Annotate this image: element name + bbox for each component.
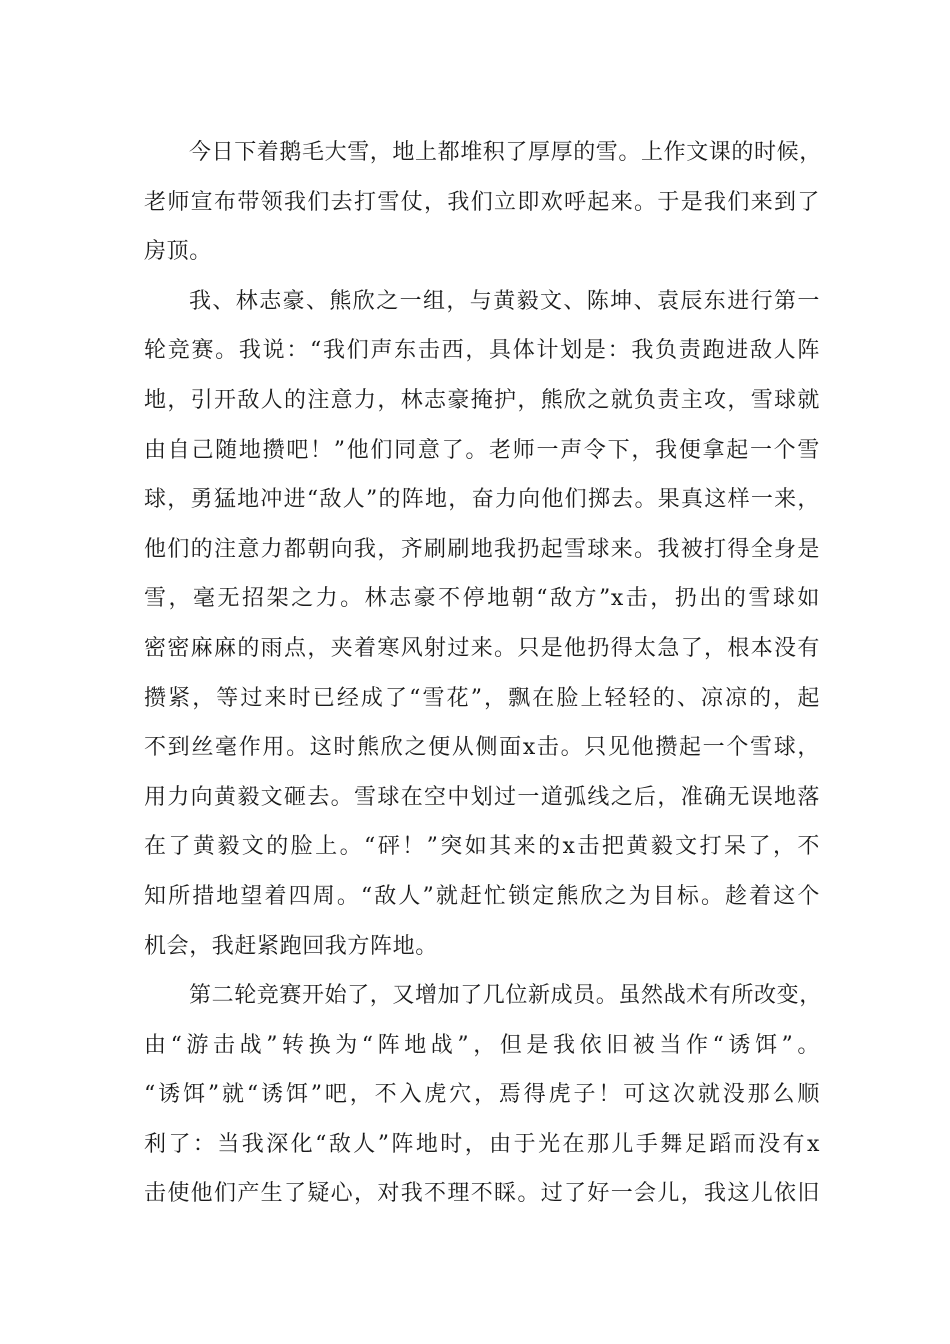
paragraph-line: 知所措地望着四周。“敌人”就赶忙锁定熊欣之为目标。趁着这个 — [144, 883, 820, 909]
paragraph-line: 球，勇猛地冲进“敌人”的阵地，奋力向他们掷去。果真这样一来， — [144, 487, 820, 513]
paragraph-line: 不到丝毫作用。这时熊欣之便从侧面x击。只见他攒起一个雪球， — [144, 735, 820, 761]
paragraph-line: 用力向黄毅文砸去。雪球在空中划过一道弧线之后，准确无误地落 — [144, 784, 820, 810]
document-body — [144, 128, 820, 1219]
paragraph-line: 他们的注意力都朝向我，齐刷刷地我扔起雪球来。我被打得全身是 — [144, 536, 820, 562]
paragraph-line: 房顶。 — [144, 239, 212, 265]
paragraph-line: 击使他们产生了疑心，对我不理不睬。过了好一会儿，我这儿依旧 — [144, 1181, 820, 1207]
paragraph-line: 第二轮竞赛开始了，又增加了几位新成员。虽然战术有所改变， — [189, 983, 822, 1009]
paragraph-line: 利了：当我深化“敌人”阵地时，由于光在那儿手舞足蹈而没有x — [144, 1131, 820, 1157]
paragraph-line: 攒紧，等过来时已经成了“雪花”，飘在脸上轻轻的、凉凉的，起 — [144, 685, 820, 711]
paragraph-line: 密密麻麻的雨点，夹着寒风射过来。只是他扔得太急了，根本没有 — [144, 635, 820, 661]
paragraph-line: 地，引开敌人的注意力，林志豪掩护，熊欣之就负责主攻，雪球就 — [144, 387, 820, 413]
paragraph-line: 由自己随地攒吧！”他们同意了。老师一声令下，我便拿起一个雪 — [144, 437, 820, 463]
paragraph-line: 在了黄毅文的脸上。“砰！”突如其来的x击把黄毅文打呆了，不 — [144, 834, 820, 860]
paragraph-line: 机会，我赶紧跑回我方阵地。 — [144, 933, 438, 959]
paragraph-line: 今日下着鹅毛大雪，地上都堆积了厚厚的雪。上作文课的时候， — [189, 140, 822, 165]
paragraph-line: 轮竞赛。我说：“我们声东击西，具体计划是：我负责跑进敌人阵 — [144, 338, 820, 364]
paragraph-line: 我、林志豪、熊欣之一组，与黄毅文、陈坤、袁辰东进行第一 — [189, 288, 820, 314]
paragraph-line: “诱饵”就“诱饵”吧，不入虎穴，焉得虎子！可这次就没那么顺 — [144, 1082, 820, 1108]
paragraph-line: 雪，毫无招架之力。林志豪不停地朝“敌方”x击，扔出的雪球如 — [144, 586, 820, 612]
paragraph-line: 由“游击战”转换为“阵地战”，但是我依旧被当作“诱饵”。 — [144, 1032, 820, 1058]
paragraph-line: 老师宣布带领我们去打雪仗，我们立即欢呼起来。于是我们来到了 — [144, 189, 820, 215]
